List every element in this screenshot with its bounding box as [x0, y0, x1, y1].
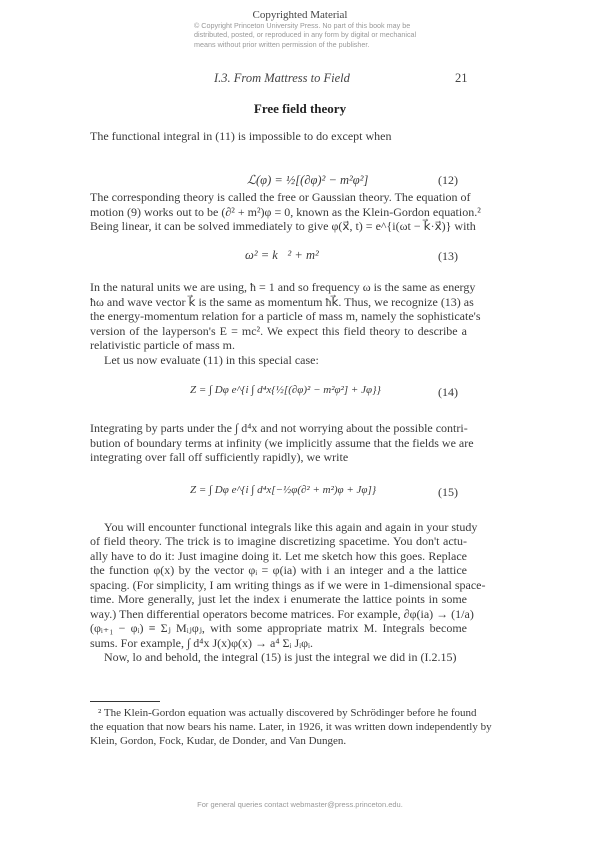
text-line: Now, lo and behold, the integral (15) is just the integral we did in (I.2.15) [104, 650, 457, 664]
equation-number-14: (14) [438, 385, 458, 399]
equation-12: ℒ(φ) = ½[(∂φ)² − m²φ²] [247, 173, 369, 187]
text-line: The corresponding theory is called the free or Gaussian theory. The equation of [90, 190, 471, 204]
text-line: time. More generally, just let the index i enumerate the lattice points in some [90, 592, 467, 606]
equation-15: Z = ∫ Dφ e^{i ∫ d⁴x[−½φ(∂² + m²)φ + Jφ]} [190, 484, 377, 496]
copyright-note: © Copyright Princeton University Press. No part of this book may be distributed, posted, or reproduced in any form by digital or mechanical means without prior written permission of the publisher. [194, 21, 417, 49]
text-line: Being linear, it can be solved immediately to give φ(x⃗, t) = e^{i(ωt − k⃗·x⃗)} with [90, 219, 476, 233]
text-line: the function φ(x) by the vector φᵢ = φ(ia) with i an integer and a the lattice [90, 563, 467, 577]
text-line: relativistic particle of mass m. [90, 338, 235, 352]
text-line: spacing. (For simplicity, I am writing things as if we were in 1-dimensional space- [90, 578, 486, 592]
text-line: way.) Then differential operators become matrices. For example, ∂φ(ia) → (1/a) [90, 607, 474, 621]
page-number: 21 [455, 71, 468, 85]
equation-14: Z = ∫ Dφ e^{i ∫ d⁴x{½[(∂φ)² − m²φ²] + Jφ}} [190, 384, 381, 396]
section-title: Free field theory [253, 101, 347, 116]
running-head: I.3. From Mattress to Field [214, 71, 350, 85]
text-line: You will encounter functional integrals like this again and again in your study [104, 520, 478, 534]
text-line: The functional integral in (11) is impossible to do except when [90, 129, 392, 143]
footnote-divider [90, 701, 160, 702]
text-line: ħω and wave vector k⃗ is the same as momentum ħk⃗. Thus, we recognize (13) as [90, 295, 474, 309]
text-line: bution of boundary terms at infinity (we implicitly assume that the fields we are [90, 436, 474, 450]
text-line: (φᵢ₊₁ − φᵢ) ≡ Σⱼ Mᵢⱼφⱼ, with some appropriate matrix M. Integrals become [90, 621, 467, 635]
equation-number-12: (12) [438, 173, 458, 187]
text-line: sums. For example, ∫ d⁴x J(x)φ(x) → a⁴ Σᵢ Jᵢφᵢ. [90, 636, 314, 650]
text-line: Integrating by parts under the ∫ d⁴x and not worrying about the possible contri- [90, 421, 468, 435]
text-line: the energy-momentum relation for a particle of mass m, namely the sophisticate's [90, 309, 481, 323]
footnote-line: ² The Klein-Gordon equation was actually discovered by Schrödinger before he found [98, 707, 477, 719]
text-line: of field theory. The trick is to imagine discretizing spacetime. You don't actu- [90, 534, 467, 548]
equation-number-15: (15) [438, 485, 458, 499]
footer-contact: For general queries contact webmaster@press.princeton.edu. [197, 800, 403, 809]
equation-number-13: (13) [438, 249, 458, 263]
equation-13: ω² = k⃗² + m² [245, 248, 319, 262]
footnote-line: Klein, Gordon, Fock, Kudar, de Donder, and Van Dungen. [90, 735, 347, 747]
copyright-title: Copyrighted Material [252, 9, 348, 21]
text-line: In the natural units we are using, ħ = 1 and so frequency ω is the same as energy [90, 280, 476, 294]
text-line: ally have to do it: Just imagine doing it. Let me sketch how this goes. Replace [90, 549, 467, 563]
footnote-line: the equation that now bears his name. Later, in 1926, it was written down independently by [90, 721, 492, 733]
text-line: motion (9) works out to be (∂² + m²)φ = 0, known as the Klein-Gordon equation.² [90, 205, 481, 219]
text-line: version of the layperson's E = mc². We expect this field theory to describe a [90, 324, 467, 338]
text-line: integrating over fall off sufficiently rapidly), we write [90, 450, 349, 464]
text-line: Let us now evaluate (11) in this special case: [104, 353, 319, 367]
